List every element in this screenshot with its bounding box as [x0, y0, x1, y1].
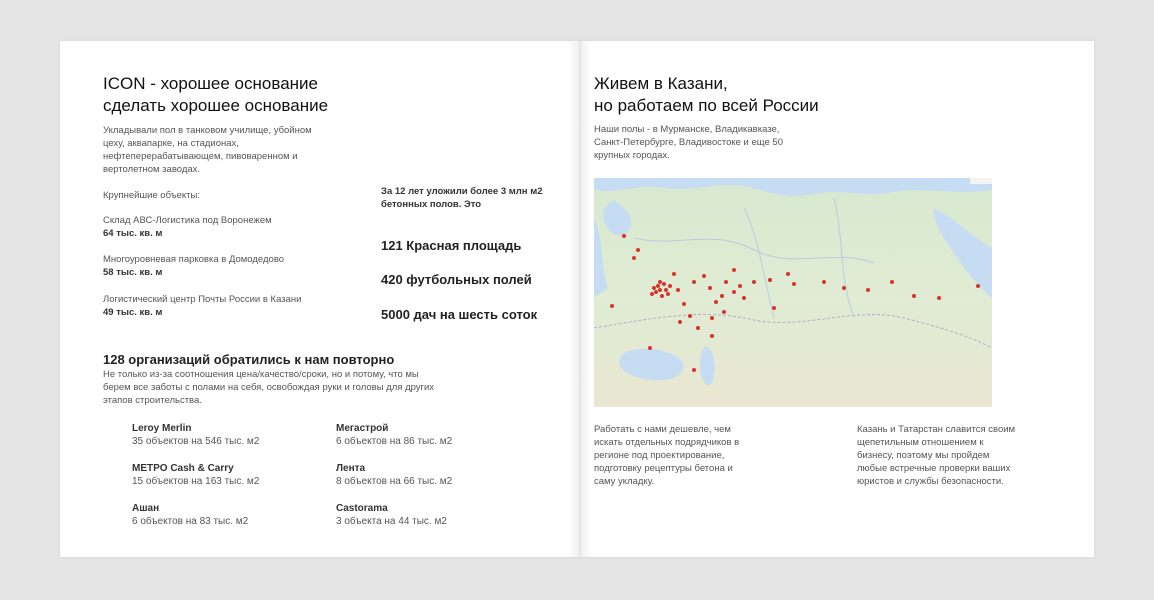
left-intro: [103, 124, 383, 176]
object-area: 64 тыс. кв. м: [103, 228, 163, 239]
map-marker: [792, 282, 796, 286]
right-page: [578, 41, 1094, 557]
intro-line: Укладывали пол в танковом училище, убойном: [103, 125, 312, 136]
map-marker: [720, 294, 724, 298]
client-item: [336, 502, 447, 528]
map-marker: [710, 334, 714, 338]
right-title-line-2: но работаем по всей России: [594, 96, 819, 115]
map-marker: [678, 320, 682, 324]
client-name: Мегастрой: [336, 423, 389, 434]
map-marker: [650, 292, 654, 296]
map-marker: [937, 296, 941, 300]
client-name: Castorama: [336, 503, 388, 514]
map-marker: [786, 272, 790, 276]
map-marker: [636, 248, 640, 252]
map-marker: [710, 316, 714, 320]
map-marker: [622, 234, 626, 238]
intro-line: Наши полы - в Мурманске, Владикавказе,: [594, 124, 780, 135]
repeat-clients-text: [103, 368, 523, 407]
map-marker: [668, 284, 672, 288]
right-col-2: [857, 423, 1077, 488]
map-marker: [714, 300, 718, 304]
intro-line: нефтеперерабатывающем, пивоваренном и: [103, 151, 298, 162]
object-area: 49 тыс. кв. м: [103, 307, 163, 318]
map-marker: [654, 290, 658, 294]
left-page: [60, 41, 578, 557]
client-item: [132, 462, 259, 488]
client-stat: 35 объектов на 546 тыс. м2: [132, 436, 260, 447]
client-stat: 3 объекта на 44 тыс. м2: [336, 516, 447, 527]
client-stat: 6 объектов на 83 тыс. м2: [132, 516, 249, 527]
map-marker: [742, 296, 746, 300]
map-marker: [662, 282, 666, 286]
left-title: [103, 73, 328, 117]
col-line: щепетильным отношением к: [857, 437, 984, 448]
col-line: искать отдельных подрядчиков в: [594, 437, 740, 448]
client-stat: 6 объектов на 86 тыс. м2: [336, 436, 453, 447]
client-name: Leroy Merlin: [132, 423, 192, 434]
intro-line: цеху, аквапарке, на стадионах,: [103, 138, 239, 149]
map-marker: [652, 286, 656, 290]
client-name: Лента: [336, 463, 366, 474]
map-marker: [660, 294, 664, 298]
repeat-text-line: берем все заботы с полами на себя, освобождая руки и головы для других: [103, 382, 435, 393]
map-marker: [724, 280, 728, 284]
client-item: [336, 462, 452, 488]
map-marker: [648, 346, 652, 350]
object-area: 58 тыс. кв. м: [103, 267, 163, 278]
intro-line: крупных городах.: [594, 150, 670, 161]
client-item: [132, 422, 259, 448]
map-marker: [688, 314, 692, 318]
map-marker: [738, 284, 742, 288]
client-name: METPO Cash & Carry: [132, 463, 234, 474]
object-item: [103, 253, 353, 279]
map-marker: [752, 280, 756, 284]
left-title-line-1: ICON - хорошее основание: [103, 74, 318, 93]
map-marker: [976, 284, 980, 288]
map-marker: [692, 368, 696, 372]
map-marker: [866, 288, 870, 292]
map-marker: [722, 310, 726, 314]
object-item: [103, 293, 363, 319]
object-name: Многоуровневая парковка в Домодедово: [103, 254, 285, 265]
col-line: любые встречные проверки ваших: [857, 463, 1011, 474]
stat-red-square: 121 Красная площадь: [381, 238, 522, 253]
map-marker: [610, 304, 614, 308]
col-line: Казань и Татарстан славится своим: [857, 424, 1016, 435]
map-marker: [672, 272, 676, 276]
map-marker: [658, 288, 662, 292]
col-line: саму укладку.: [594, 476, 655, 487]
spine-gutter: [568, 41, 592, 557]
right-col-1: [594, 423, 784, 488]
map-marker: [912, 294, 916, 298]
map-graphic: [594, 178, 992, 407]
repeat-text-line: этапов строительства.: [103, 395, 202, 406]
intro-line: вертолетном заводах.: [103, 164, 201, 175]
map-marker: [822, 280, 826, 284]
map-marker: [632, 256, 636, 260]
map-marker: [664, 288, 668, 292]
russia-map-icon: [594, 178, 992, 407]
map-marker: [696, 326, 700, 330]
map-controls: [970, 178, 992, 184]
repeat-text-line: Не только из-за соотношения цена/качество/сроки, но и потому, что мы: [103, 369, 419, 380]
map-marker: [658, 280, 662, 284]
right-intro: [594, 123, 854, 162]
stat-dachas: 5000 дач на шесть соток: [381, 307, 538, 322]
col-line: Работать с нами дешевле, чем: [594, 424, 731, 435]
map-marker: [842, 286, 846, 290]
right-title: [594, 73, 819, 117]
client-item: [336, 422, 452, 448]
stats-intro-line: бетонных полов. Это: [381, 199, 482, 210]
client-item: [132, 502, 248, 528]
object-name: Склад АВС-Логистика под Воронежем: [103, 215, 272, 226]
map-marker: [682, 302, 686, 306]
map-marker: [656, 284, 660, 288]
col-line: регионе под проектирование,: [594, 450, 725, 461]
map-marker: [732, 268, 736, 272]
map-marker: [732, 290, 736, 294]
client-name: Ашан: [132, 503, 160, 514]
object-name: Логистический центр Почты России в Казани: [103, 294, 302, 305]
map-marker: [768, 278, 772, 282]
map-marker: [708, 286, 712, 290]
col-line: бизнесу, поэтому мы пройдем: [857, 450, 990, 461]
brochure-spread: [60, 41, 1094, 557]
right-title-line-1: Живем в Казани,: [594, 74, 728, 93]
map-marker: [666, 292, 670, 296]
map-marker: [692, 280, 696, 284]
intro-line: Санкт-Петербурге, Владивостоке и еще 50: [594, 137, 783, 148]
stats-intro-line: За 12 лет уложили более 3 млн м2: [381, 186, 543, 197]
client-stat: 8 объектов на 66 тыс. м2: [336, 476, 453, 487]
map-marker: [676, 288, 680, 292]
left-title-line-2: сделать хорошее основание: [103, 96, 329, 115]
map-marker: [772, 306, 776, 310]
object-item: [103, 214, 353, 240]
col-line: юристов и службы безопасности.: [857, 476, 1004, 487]
stat-football-fields: 420 футбольных полей: [381, 272, 532, 287]
col-line: подготовку рецептуры бетона и: [594, 463, 733, 474]
repeat-clients-heading: 128 организаций обратились к нам повторно: [103, 352, 395, 367]
stats-intro: [381, 185, 576, 211]
objects-heading: Крупнейшие объекты:: [103, 190, 201, 201]
client-stat: 15 объектов на 163 тыс. м2: [132, 476, 260, 487]
map-marker: [890, 280, 894, 284]
map-marker: [702, 274, 706, 278]
